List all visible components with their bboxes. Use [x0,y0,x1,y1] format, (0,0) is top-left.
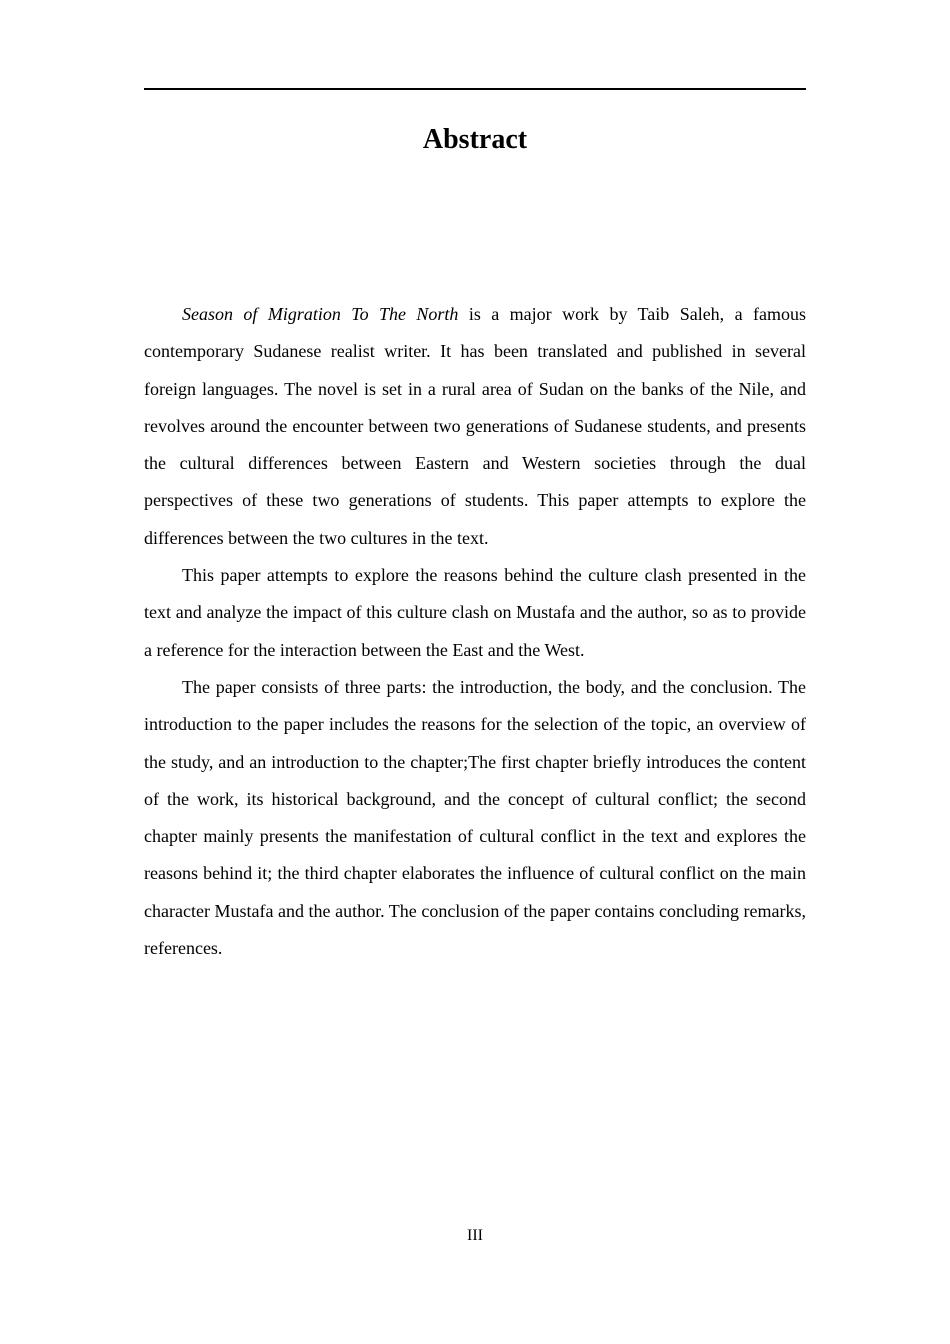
abstract-body [144,296,806,967]
abstract-paragraph-2: This paper attempts to explore the reasons behind the culture clash presented in the text and analyze the impact of this culture clash on Mustafa and the author, so as to provide a reference for the interaction between the East and the West. [144,565,806,660]
abstract-paragraph-1 [144,296,806,557]
page-title: Abstract [422,124,528,155]
abstract-paragraph-3: The paper consists of three parts: the introduction, the body, and the conclusion. The introduction to the paper includes the reasons for the selection of the topic, an overview of the study, and an introduction to the chapter;The first chapter briefly introduces the content of the work, its historical background, and the concept of cultural conflict; the second chapter mainly presents the manifestation of cultural conflict in the text and explores the reasons behind it; the third chapter elaborates the influence of cultural conflict on the main character Mustafa and the author. The conclusion of the paper contains concluding remarks, references. [144,676,806,959]
page-number: III [467,1227,483,1244]
novel-title: Season of Migration To The North [182,304,459,324]
header-rule [144,88,806,90]
abstract-paragraph-1-text: is a major work by Taib Saleh, a famous contemporary Sudanese realist writer. It has been translated and published in several foreign languages. The novel is set in a rural area of Sudan on the banks of the Nile, and revolves around the encounter between two generations of Sudanese students, and presents the cultural differences between Eastern and Western societies through the dual perspectives of these two generations of students. This paper attempts to explore the differences between the two cultures in the text. [144,304,806,548]
